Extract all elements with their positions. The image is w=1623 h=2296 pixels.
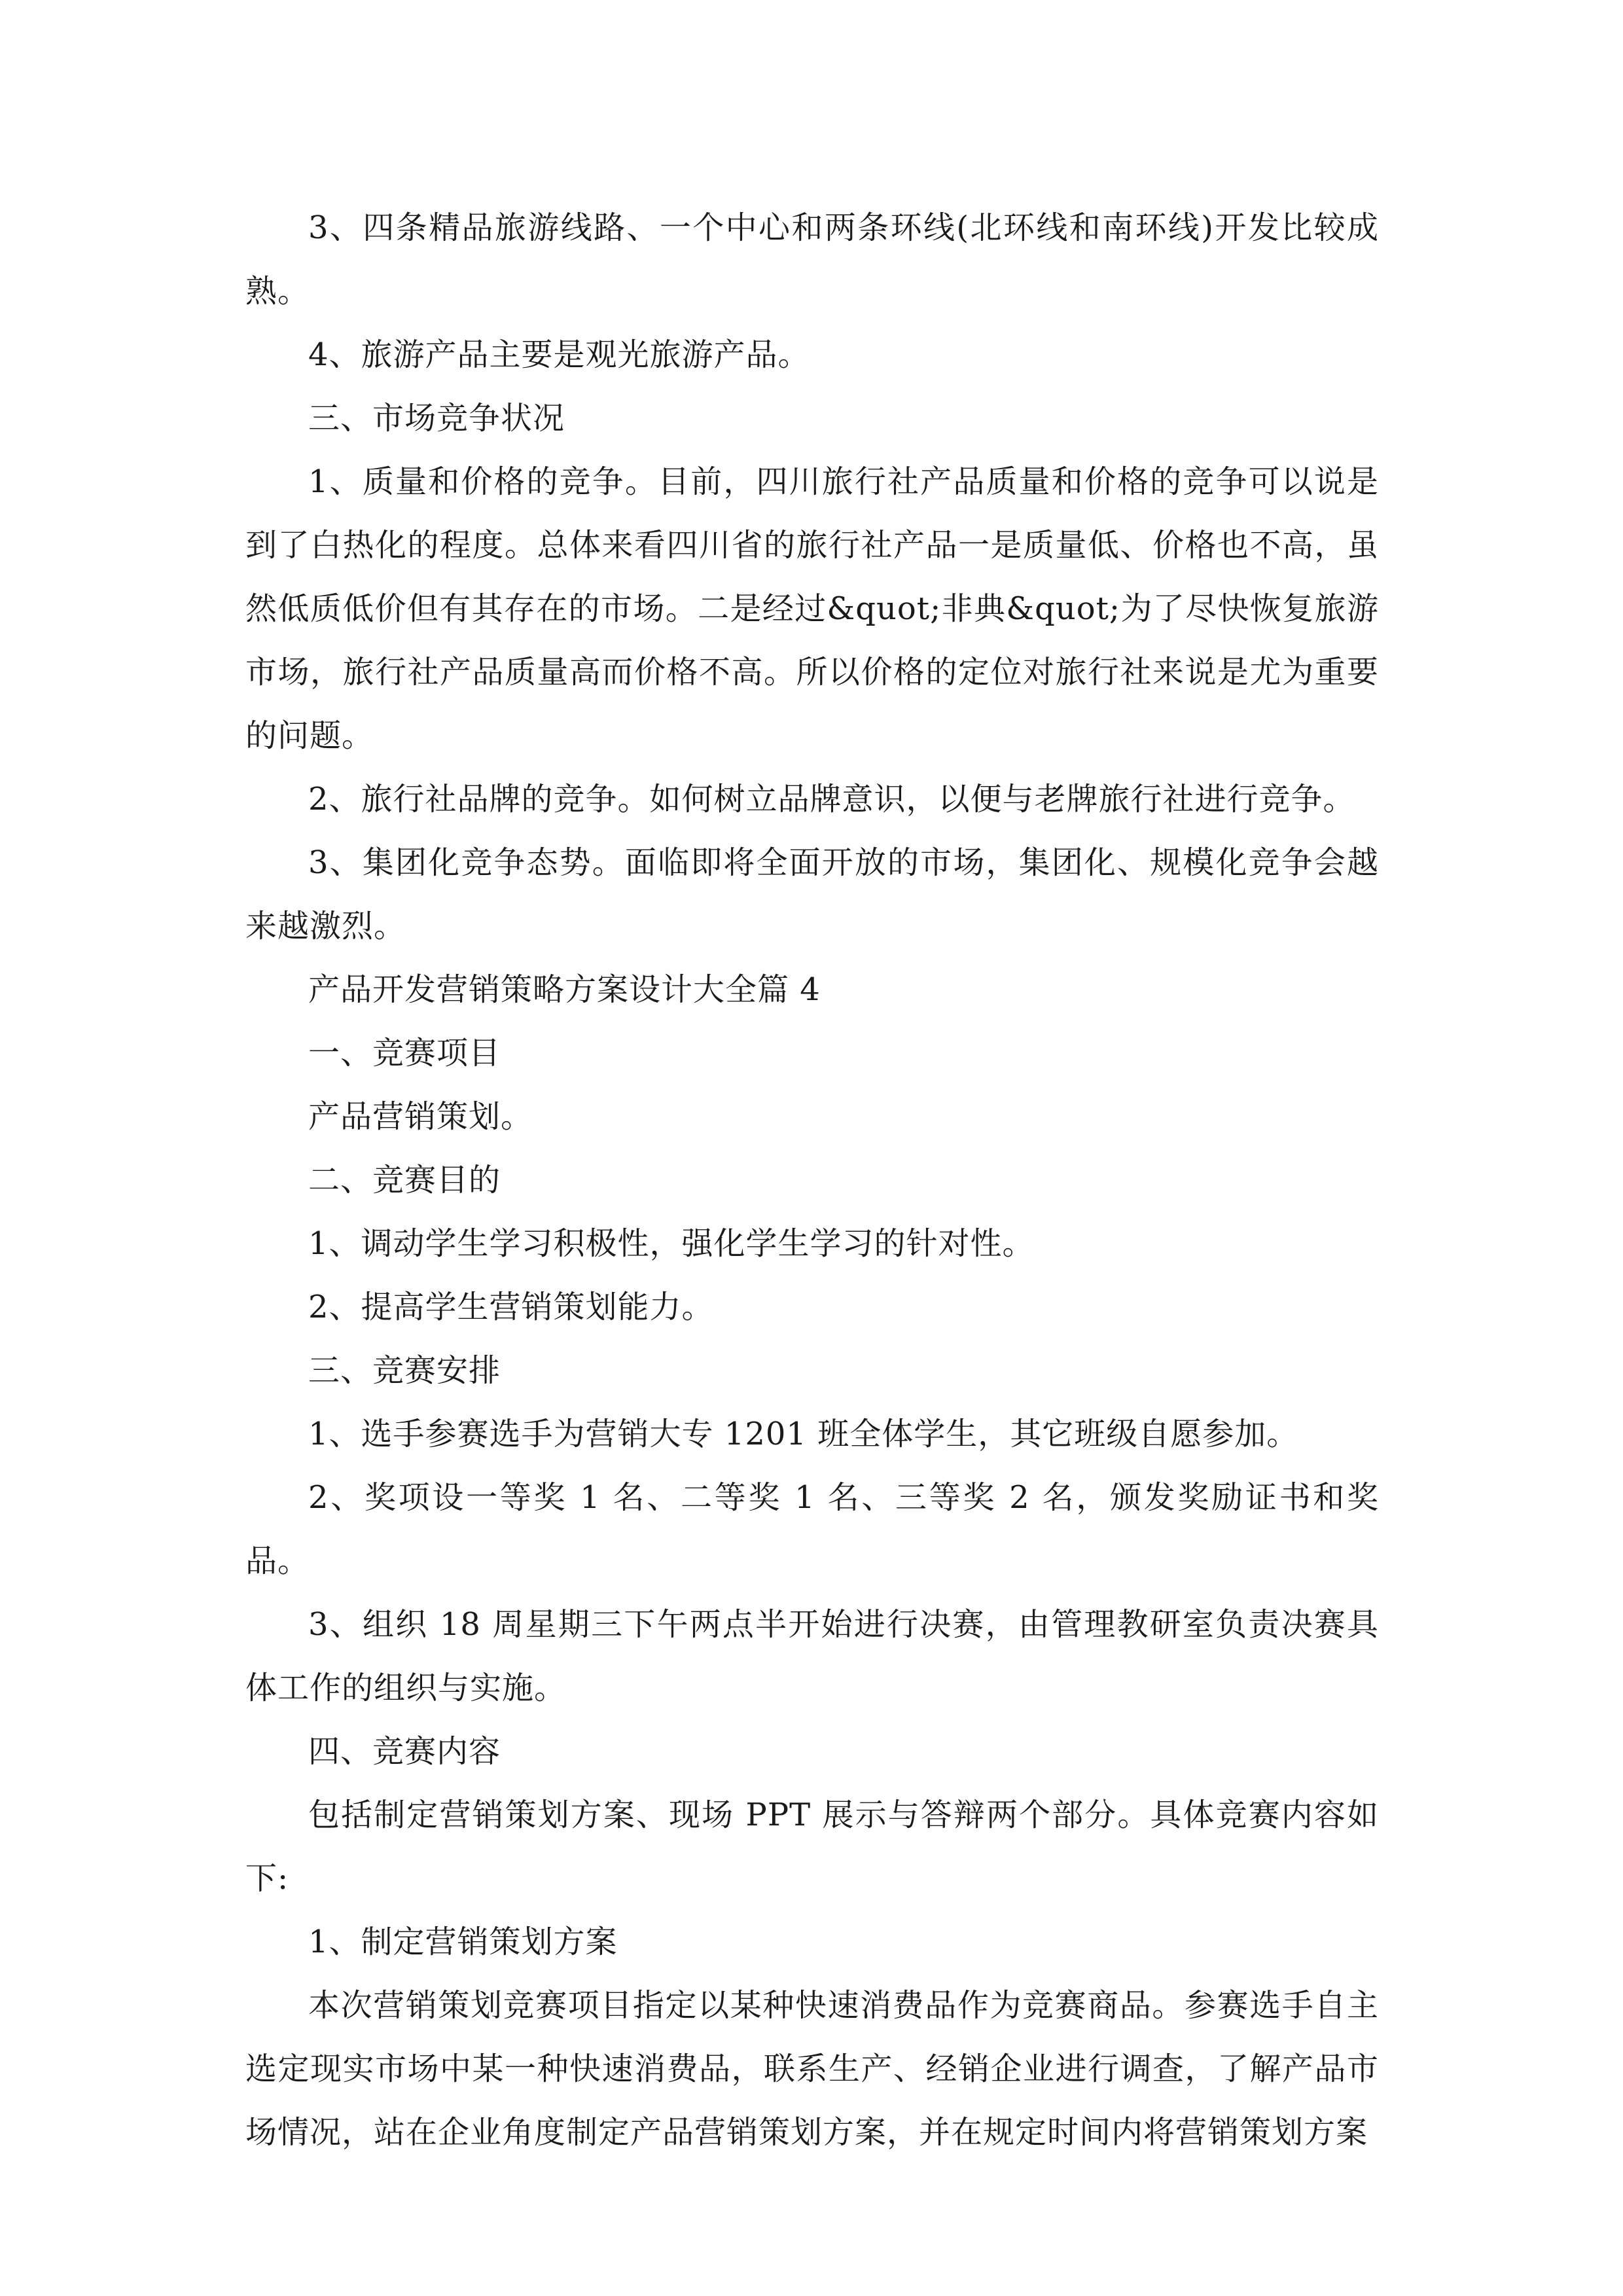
article-title: 产品开发营销策略方案设计大全篇 4	[308, 971, 821, 1008]
paragraph-12: 2、提高学生营销策划能力。	[308, 1289, 714, 1325]
paragraph-14: 1、选手参赛选手为营销大专 1201 班全体学生，其它班级自愿参加。	[308, 1416, 1299, 1452]
paragraph-16: 3、组织 18 周星期三下午两点半开始进行决赛，由管理教研室负责决赛具体工作的组织与实施。	[245, 1606, 1379, 1706]
paragraph-19: 1、制定营销策划方案	[308, 1924, 618, 1960]
paragraph-2: 4、旅游产品主要是观光旅游产品。	[308, 336, 810, 373]
section-heading-market-competition: 三、市场竞争状况	[308, 400, 565, 437]
section-heading-competition-project: 一、竞赛项目	[308, 1035, 501, 1071]
document-body	[245, 196, 1379, 2164]
paragraph-1: 3、四条精品旅游线路、一个中心和两条环线(北环线和南环线)开发比较成熟。	[245, 209, 1379, 310]
paragraph-11: 1、调动学生学习积极性，强化学生学习的针对性。	[308, 1225, 1035, 1262]
paragraph-9: 产品营销策划。	[308, 1098, 533, 1135]
paragraph-6: 3、集团化竞争态势。面临即将全面开放的市场，集团化、规模化竞争会越来越激烈。	[245, 844, 1379, 944]
section-heading-competition-purpose: 二、竞赛目的	[308, 1162, 501, 1198]
paragraph-4: 1、质量和价格的竞争。目前，四川旅行社产品质量和价格的竞争可以说是到了白热化的程度。总体来看四川省的旅行社产品一是质量低、价格也不高，虽然低质低价但有其存在的市场。二是经过&quot;非典&quot;为了尽快恢复旅游市场，旅行社产品质量高而价格不高。所以价格的定位对旅行社来说是尤为重要的问题。	[245, 463, 1379, 754]
paragraph-18: 包括制定营销策划方案、现场 PPT 展示与答辩两个部分。具体竞赛内容如下:	[245, 1797, 1379, 1897]
paragraph-20: 本次营销策划竞赛项目指定以某种快速消费品作为竞赛商品。参赛选手自主选定现实市场中某一种快速消费品，联系生产、经销企业进行调查，了解产品市场情况，站在企业角度制定产品营销策划方案，并在规定时间内将营销策划方案	[245, 1987, 1379, 2151]
section-heading-competition-arrangement: 三、竞赛安排	[308, 1352, 501, 1389]
section-heading-competition-content: 四、竞赛内容	[308, 1733, 501, 1770]
paragraph-5: 2、旅行社品牌的竞争。如何树立品牌意识，以便与老牌旅行社进行竞争。	[308, 781, 1355, 817]
paragraph-15: 2、奖项设一等奖 1 名、二等奖 1 名、三等奖 2 名，颁发奖励证书和奖品。	[245, 1479, 1379, 1579]
